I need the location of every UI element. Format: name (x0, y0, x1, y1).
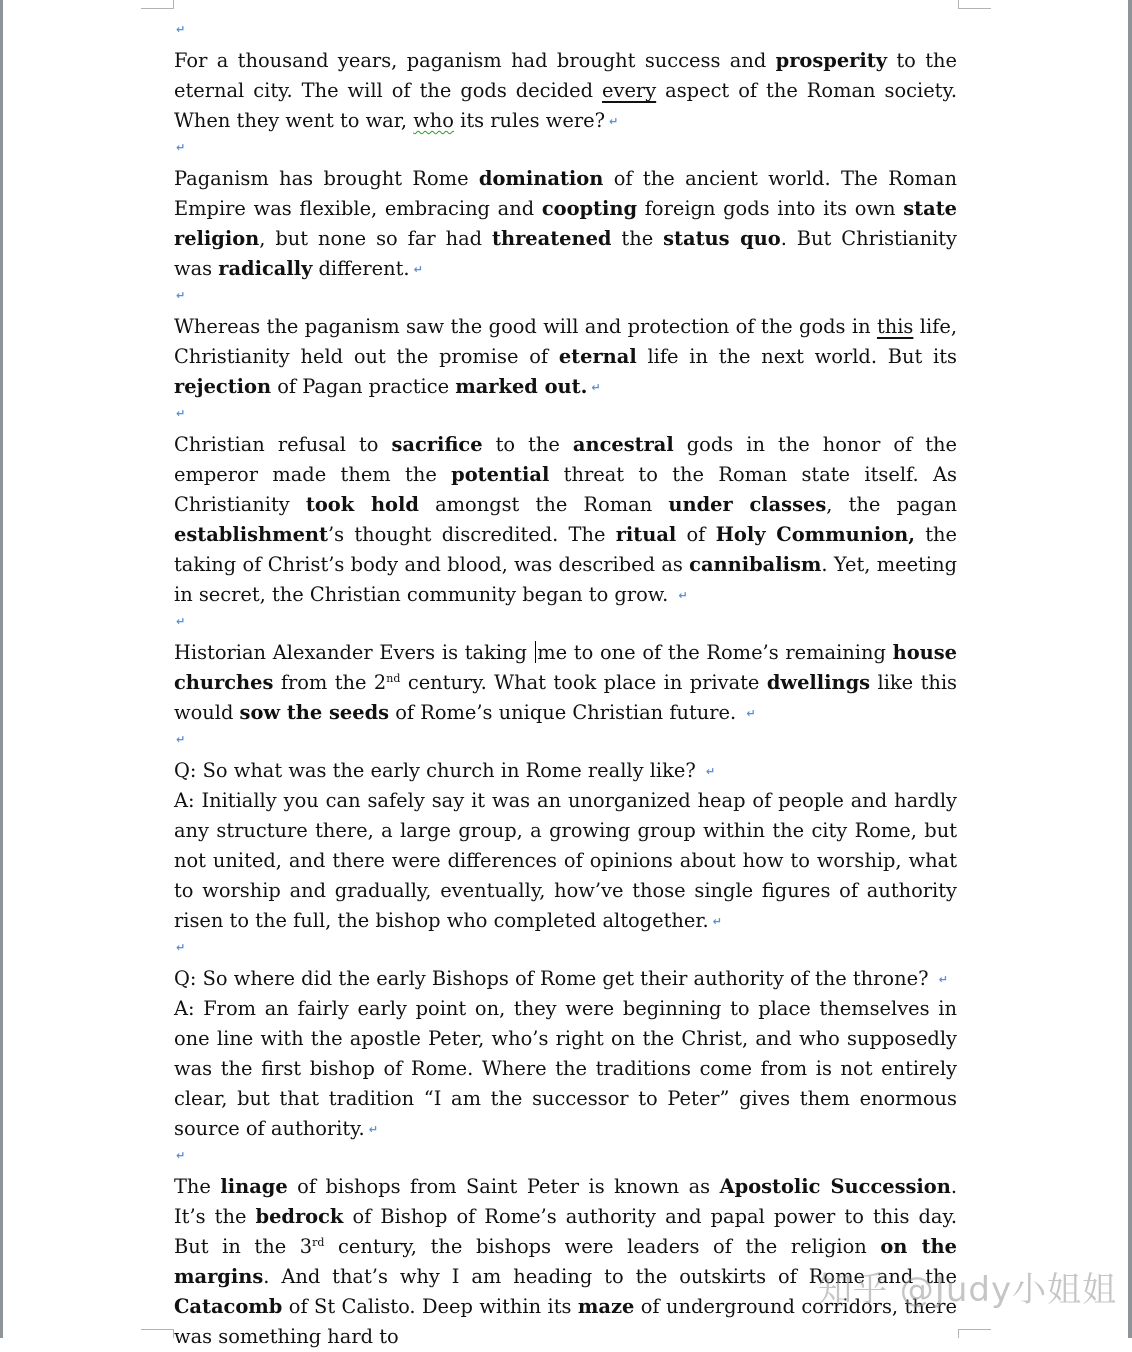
bold-term: dwellings (766, 671, 871, 694)
paragraph-mark-icon: ↵ (938, 973, 948, 986)
text-run: its rules were? (453, 109, 606, 132)
bold-term: establishment (174, 523, 328, 546)
bold-term: domination (478, 167, 604, 190)
margin-corner-mark-bottom-right (958, 1329, 991, 1338)
underlined-word: this (876, 315, 914, 338)
empty-paragraph[interactable] (174, 18, 957, 46)
text-run: . And that’s why I am heading to the outskirts of Rome and the (263, 1265, 957, 1288)
text-run: different. (312, 257, 410, 280)
paragraph-mark-icon: ↵ (368, 1123, 378, 1136)
text-run: from the 2 (273, 671, 387, 694)
bold-term: radically (218, 257, 313, 280)
bold-term: rejection (174, 375, 272, 398)
empty-paragraph[interactable] (174, 728, 957, 756)
text-run: like this would (174, 671, 958, 724)
text-run: , the pagan (826, 493, 957, 516)
ordinal-superscript: rd (312, 1236, 325, 1249)
text-run: ’s thought discredited. The (328, 523, 616, 546)
watermark: 知乎 @Judy小姐姐 (818, 1270, 1118, 1310)
empty-paragraph[interactable] (174, 402, 957, 430)
bold-term: Catacomb (174, 1295, 283, 1318)
paragraph-mark-icon: ↵ (176, 615, 186, 628)
bold-term: Holy Communion, (715, 523, 916, 546)
bold-term: marked out. (455, 375, 588, 398)
text-run: life, Christianity held out the promise of (174, 315, 957, 368)
bold-term: took hold (305, 493, 419, 516)
bold-term: Apostolic Succession (719, 1175, 951, 1198)
bold-term: cannibalism (689, 553, 822, 576)
bold-term: prosperity (775, 49, 887, 72)
text-run: of Rome’s unique Christian future. (389, 701, 743, 724)
paragraph-mark-icon: ↵ (609, 115, 619, 128)
margin-corner-mark-top-left (141, 0, 174, 9)
empty-paragraph[interactable] (174, 936, 957, 964)
text-run: amongst the Roman (418, 493, 669, 516)
text-run: aspect of the Roman society. When they went to war, (174, 79, 958, 132)
text-run: Historian Alexander Evers is taking (174, 641, 534, 664)
empty-paragraph[interactable] (174, 1144, 957, 1172)
text-run: the taking of Christ’s body and blood, was described as (174, 523, 958, 576)
text-run: of Bishop of Rome’s authority and papal power to this day. But in the 3 (174, 1205, 958, 1258)
bold-term: sow the seeds (239, 701, 390, 724)
text-run: gods in the honor of the emperor made them the (174, 433, 957, 486)
text-run: century, the bishops were leaders of the religion (324, 1235, 881, 1258)
text-run: to the (482, 433, 573, 456)
paragraph-mark-icon: ↵ (176, 1149, 186, 1162)
paragraph-mark-icon: ↵ (176, 407, 186, 420)
margin-corner-mark-top-right (958, 0, 991, 9)
bold-term: on the margins (174, 1235, 957, 1288)
bold-term: potential (451, 463, 550, 486)
bold-term: under classes (668, 493, 827, 516)
paragraph-mark-icon: ↵ (746, 707, 756, 720)
text-cursor (535, 641, 537, 663)
bold-term: coopting (541, 197, 638, 220)
text-run: me to one of the Rome’s remaining (537, 641, 893, 664)
text-run: life in the next world. But its (636, 345, 957, 368)
margin-corner-mark-bottom-left (141, 1329, 174, 1338)
bold-term: house churches (174, 641, 957, 694)
text-run: century. What took place in private (400, 671, 767, 694)
paragraph-p10[interactable] (174, 1172, 957, 1352)
text-run: to the eternal city. The will of the gods decided (174, 49, 957, 102)
text-run: The (174, 1175, 221, 1198)
paragraph-mark-icon: ↵ (591, 381, 601, 394)
text-run: , but none so far had (259, 227, 493, 250)
paragraph-p8[interactable] (174, 964, 957, 994)
paragraph-mark-icon: ↵ (712, 915, 722, 928)
text-run: of Pagan practice (271, 375, 456, 398)
text-run: Q: So where did the early Bishops of Rome get their authority of the throne? (174, 967, 935, 990)
paragraph-p9[interactable] (174, 994, 957, 1144)
paragraph-mark-icon: ↵ (705, 765, 716, 778)
bold-term: ritual (615, 523, 677, 546)
window-scrollbar-edge[interactable] (1128, 0, 1132, 1338)
paragraph-mark-icon: ↵ (176, 141, 186, 154)
ordinal-superscript: nd (386, 672, 401, 685)
paragraph-p3[interactable] (174, 312, 957, 402)
text-run: of (676, 523, 716, 546)
page-edge-left (0, 0, 3, 1338)
text-run: . But Christianity was (174, 227, 958, 280)
text-run: Christian refusal to (174, 433, 392, 456)
paragraph-p1[interactable] (174, 46, 957, 136)
paragraph-mark-icon: ↵ (176, 941, 186, 954)
text-run: of St Calisto. Deep within its (282, 1295, 578, 1318)
bold-term: linage (220, 1175, 288, 1198)
spellcheck-flagged-word: who (413, 109, 454, 132)
text-run: Whereas the paganism saw the good will and protection of the gods in (174, 315, 877, 338)
paragraph-p4[interactable] (174, 430, 957, 610)
bold-term: threatened (492, 227, 612, 250)
text-run: of underground corridors, there was something hard to (174, 1295, 957, 1348)
bold-term: ancestral (572, 433, 674, 456)
paragraph-mark-icon: ↵ (176, 289, 186, 302)
empty-paragraph[interactable] (174, 610, 957, 638)
paragraph-mark-icon: ↵ (176, 23, 186, 36)
text-run: A: From an fairly early point on, they were beginning to place themselves in one line with the apostle Peter, who’s right on the Christ, and who supposedly was the first bishop of Rome. Where the traditions come from is not entirely clear, but that tradition “I am the successor to Peter” gives them enormous source of authority. (174, 997, 957, 1140)
text-run: foreign gods into its own (637, 197, 904, 220)
text-run: For a thousand years, paganism had brought success and (174, 49, 776, 72)
document-body[interactable] (174, 18, 957, 1352)
text-run: the (611, 227, 664, 250)
paragraph-mark-icon: ↵ (176, 733, 186, 746)
bold-term: bedrock (255, 1205, 344, 1228)
text-run: . Yet, meeting in secret, the Christian community began to grow. (174, 553, 957, 606)
paragraph-mark-icon: ↵ (413, 263, 423, 276)
text-run: of the ancient world. The Roman Empire was flexible, embracing and (174, 167, 957, 220)
paragraph-p7[interactable] (174, 786, 957, 936)
bold-term: state religion (174, 197, 957, 250)
bold-term: status quo (663, 227, 781, 250)
text-run: of bishops from Saint Peter is known as (287, 1175, 720, 1198)
empty-paragraph[interactable] (174, 284, 957, 312)
underlined-word: every (602, 79, 657, 102)
text-run: A: Initially you can safely say it was an unorganized heap of people and hardly any structure there, a large group, a growing group within the city Rome, but not united, and there were differences of opinions about how to worship, what to worship and gradually, eventually, how’ve those single figures of authority risen to the full, the bishop who completed altogether. (174, 789, 957, 932)
paragraph-mark-icon: ↵ (678, 589, 688, 602)
text-run: . It’s the (174, 1175, 957, 1228)
paragraph-p6[interactable] (174, 756, 957, 786)
bold-term: maze (577, 1295, 635, 1318)
paragraph-p2[interactable] (174, 164, 957, 284)
text-run: Q: So what was the early church in Rome really like? (174, 759, 702, 782)
text-run: threat to the Roman state itself. As Christianity (174, 463, 957, 516)
bold-term: sacrifice (391, 433, 483, 456)
paragraph-p5[interactable] (174, 638, 957, 728)
text-run: Paganism has brought Rome (174, 167, 479, 190)
bold-term: eternal (558, 345, 637, 368)
empty-paragraph[interactable] (174, 136, 957, 164)
